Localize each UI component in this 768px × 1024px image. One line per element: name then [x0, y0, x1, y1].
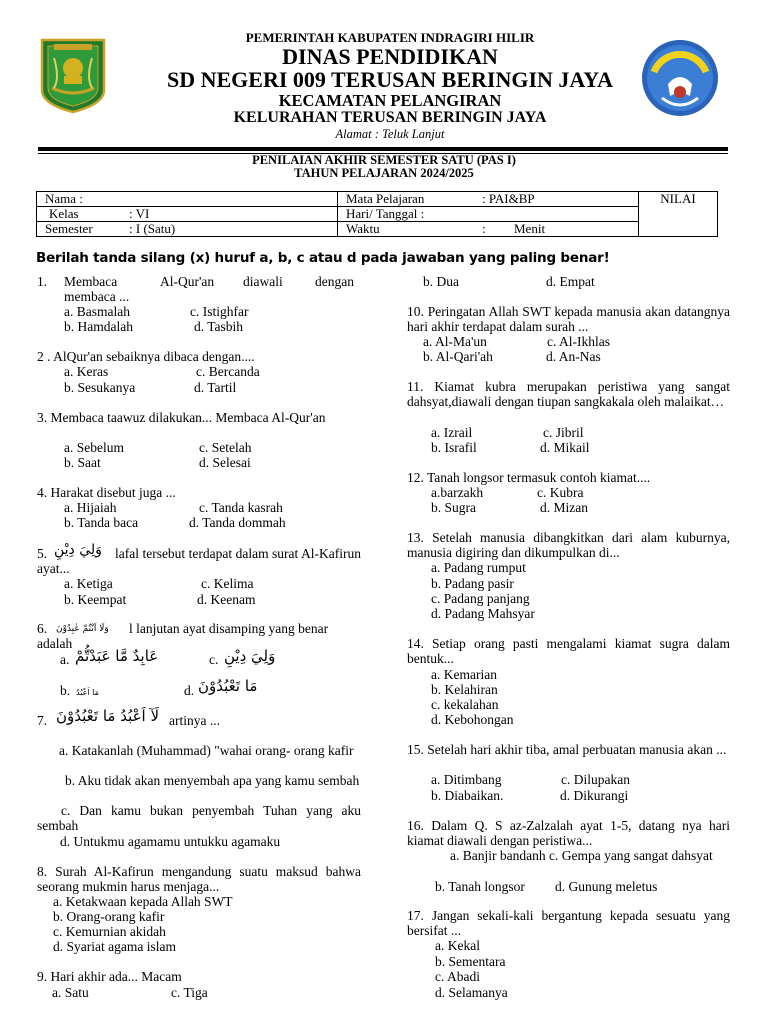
q11-option-b[interactable]: b. Israfil — [431, 440, 477, 455]
q10-option-a[interactable]: a. Al-Ma'un — [423, 334, 487, 349]
q5-option-a[interactable]: a. Ketiga — [64, 576, 113, 591]
header-line-5: KELURAHAN TERUSAN BERINGIN JAYA — [233, 109, 547, 126]
question-9: 9. Hari akhir ada... Macam — [37, 969, 182, 984]
q14-option-d[interactable]: d. Kebohongan — [431, 712, 514, 727]
q8-option-c[interactable]: c. Kemurnian akidah — [53, 924, 166, 939]
exam-title: PENILAIAN AKHIR SEMESTER SATU (PAS I) — [252, 153, 516, 167]
q4-option-a[interactable]: a. Hijaiah — [64, 500, 117, 515]
question-15: 15. Setelah hari akhir tiba, amal perbuatan manusia akan ... — [407, 742, 727, 757]
date-field[interactable]: Hari/ Tanggal : — [338, 207, 639, 222]
q2-option-d[interactable]: d. Tartil — [194, 380, 237, 395]
q10-option-d[interactable]: d. An-Nas — [546, 349, 601, 364]
question-2: 2 . AlQur'an sebaiknya dibaca dengan.... — [37, 349, 255, 364]
q7-option-c[interactable]: c. Dan kamu bukan penyembah Tuhan yang aku sembah — [37, 803, 361, 833]
semester-field: Semester : I (Satu) — [37, 222, 338, 237]
q9-option-d[interactable]: d. Empat — [546, 274, 595, 289]
q2-option-b[interactable]: b. Sesukanya — [64, 380, 136, 395]
q16-option-a-c[interactable]: a. Banjir bandanh c. Gempa yang sangat dahsyat — [450, 848, 713, 863]
q15-option-d[interactable]: d. Dikurangi — [560, 788, 629, 803]
q16-option-b[interactable]: b. Tanah longsor — [435, 879, 525, 894]
header-line-1: PEMERINTAH KABUPATEN INDRAGIRI HILIR — [245, 30, 535, 45]
q6-option-c-label[interactable]: c. — [209, 652, 219, 667]
q5-option-c[interactable]: c. Kelima — [201, 576, 254, 591]
q12-option-b[interactable]: b. Sugra — [431, 500, 476, 515]
q6-option-a-label[interactable]: a. — [60, 652, 70, 667]
name-field[interactable]: Nama : — [37, 192, 338, 207]
q12-option-c[interactable]: c. Kubra — [537, 485, 584, 500]
q1-option-d[interactable]: d. Tasbih — [194, 319, 244, 334]
q3-option-d[interactable]: d. Selesai — [199, 455, 251, 470]
q2-option-a[interactable]: a. Keras — [64, 364, 109, 379]
q5-option-b[interactable]: b. Keempat — [64, 592, 127, 607]
student-info-table — [36, 191, 718, 237]
instruction: Berilah tanda silang (x) huruf a, b, c atau d pada jawaban yang paling benar! — [36, 250, 610, 266]
q4-option-c[interactable]: c. Tanda kasrah — [199, 500, 283, 515]
q12-option-d[interactable]: d. Mizan — [540, 500, 588, 515]
q13-option-b[interactable]: b. Padang pasir — [431, 576, 514, 591]
q1-option-a[interactable]: a. Basmalah — [64, 304, 130, 319]
q13-option-d[interactable]: d. Padang Mahsyar — [431, 606, 535, 621]
q3-option-b[interactable]: b. Saat — [64, 455, 101, 470]
question-13: 13. Setelah manusia dibangkitkan dari alam kuburnya, manusia digiring dan dikumpulkan di... — [407, 530, 730, 560]
exam-year: TAHUN PELAJARAN 2024/2025 — [294, 166, 474, 180]
q8-option-b[interactable]: b. Orang-orang kafir — [53, 909, 165, 924]
q4-option-b[interactable]: b. Tanda baca — [64, 515, 139, 530]
q5-option-d[interactable]: d. Keenam — [197, 592, 256, 607]
q15-option-a[interactable]: a. Ditimbang — [431, 772, 502, 787]
q6-option-b-arabic[interactable]: مَا اَعْبُدُ — [76, 688, 99, 697]
q6-option-d-arabic[interactable]: مَا تَعْبُدُوْنَ — [198, 677, 258, 695]
tut-wuri-handayani-logo — [640, 38, 720, 118]
q17-option-a[interactable]: a. Kekal — [435, 938, 480, 953]
q14-option-c[interactable]: c. kekalahan — [431, 697, 499, 712]
question-4: 4. Harakat disebut juga ... — [37, 485, 176, 500]
question-3: 3. Membaca taawuz dilakukan... Membaca Al-Qur'an — [37, 410, 326, 425]
question-8: 8. Surah Al-Kafirun mengandung suatu maksud bahwa seorang mukmin harus menjaga... — [37, 864, 361, 894]
q6-option-d-label[interactable]: d. — [184, 683, 195, 698]
question-14: 14. Setiap orang pasti mengalami kiamat sugra dalam bentuk... — [407, 636, 730, 666]
q17-option-b[interactable]: b. Sementara — [435, 954, 506, 969]
q3-option-c[interactable]: c. Setelah — [199, 440, 252, 455]
question-10: 10. Peringatan Allah SWT kepada manusia akan datangnya hari akhir terdapat dalam surah ... — [407, 304, 730, 334]
q2-option-c[interactable]: c. Bercanda — [196, 364, 260, 379]
q10-option-b[interactable]: b. Al-Qari'ah — [423, 349, 493, 364]
question-11: 11. Kiamat kubra merupakan peristiwa yang sangat dahsyat,diawali dengan tiupan sangkakala oleh malaikat… — [407, 379, 730, 409]
q6-option-a-arabic[interactable]: عَابِدٌ مَّا عَبَدْتُّمْ — [75, 647, 159, 665]
time-field[interactable]: Waktu : Menit — [338, 222, 639, 237]
q9-option-a[interactable]: a. Satu — [52, 985, 89, 1000]
q13-option-c[interactable]: c. Padang panjang — [431, 591, 530, 606]
q7-option-a[interactable]: a. Katakanlah (Muhammad) "wahai orang- orang kafir — [59, 743, 354, 758]
header-line-2: DINAS PENDIDIKAN — [282, 44, 498, 69]
q10-option-c[interactable]: c. Al-Ikhlas — [547, 334, 610, 349]
q1-option-c[interactable]: c. Istighfar — [190, 304, 249, 319]
q9-option-b[interactable]: b. Dua — [423, 274, 459, 289]
q14-option-a[interactable]: a. Kemarian — [431, 667, 497, 682]
q12-option-a[interactable]: a.barzakh — [431, 485, 484, 500]
q15-option-c[interactable]: c. Dilupakan — [561, 772, 630, 787]
regency-emblem-logo — [40, 38, 106, 114]
q8-option-a[interactable]: a. Ketakwaan kepada Allah SWT — [53, 894, 233, 909]
q7-option-b[interactable]: b. Aku tidak akan menyembah apa yang kamu sembah — [65, 773, 360, 788]
q11-option-c[interactable]: c. Jibril — [543, 425, 584, 440]
q17-option-d[interactable]: d. Selamanya — [435, 985, 508, 1000]
q16-option-d[interactable]: d. Gunung meletus — [555, 879, 658, 894]
q3-option-a[interactable]: a. Sebelum — [64, 440, 124, 455]
question-17: 17. Jangan sekali-kali bergantung kepada sesuatu yang bersifat ... — [407, 908, 730, 938]
q14-option-b[interactable]: b. Kelahiran — [431, 682, 498, 697]
q1-option-b[interactable]: b. Hamdalah — [64, 319, 133, 334]
q15-option-b[interactable]: b. Diabaikan. — [431, 788, 504, 803]
class-field: Kelas : VI — [37, 207, 338, 222]
q8-option-d[interactable]: d. Syariat agama islam — [53, 939, 176, 954]
q13-option-a[interactable]: a. Padang rumput — [431, 560, 526, 575]
question-16: 16. Dalam Q. S az-Zalzalah ayat 1-5, datang nya hari kiamat diawali dengan peristiwa... — [407, 818, 730, 848]
q4-option-d[interactable]: d. Tanda dommah — [189, 515, 286, 530]
header-line-3: SD NEGERI 009 TERUSAN BERINGIN JAYA — [166, 67, 614, 92]
q11-option-a[interactable]: a. Izrail — [431, 425, 473, 440]
question-12: 12. Tanah longsor termasuk contoh kiamat.... — [407, 470, 651, 485]
q17-option-c[interactable]: c. Abadi — [435, 969, 480, 984]
header-line-4: KECAMATAN PELANGIRAN — [278, 91, 502, 110]
q6-option-c-arabic[interactable]: وَلِيَ دِيْنِ — [224, 647, 276, 665]
q9-option-c[interactable]: c. Tiga — [171, 985, 208, 1000]
q7-option-d[interactable]: d. Untukmu agamamu untukku agamaku — [60, 834, 281, 849]
score-box[interactable]: NILAI — [639, 192, 718, 237]
header-address: Alamat : Teluk Lanjut — [335, 127, 445, 141]
header-divider-thick — [38, 147, 728, 151]
subject-field: Mata Pelajaran : PAI&BP — [338, 192, 639, 207]
q11-option-d[interactable]: d. Mikail — [540, 440, 590, 455]
q6-option-b-label[interactable]: b. — [60, 683, 71, 698]
